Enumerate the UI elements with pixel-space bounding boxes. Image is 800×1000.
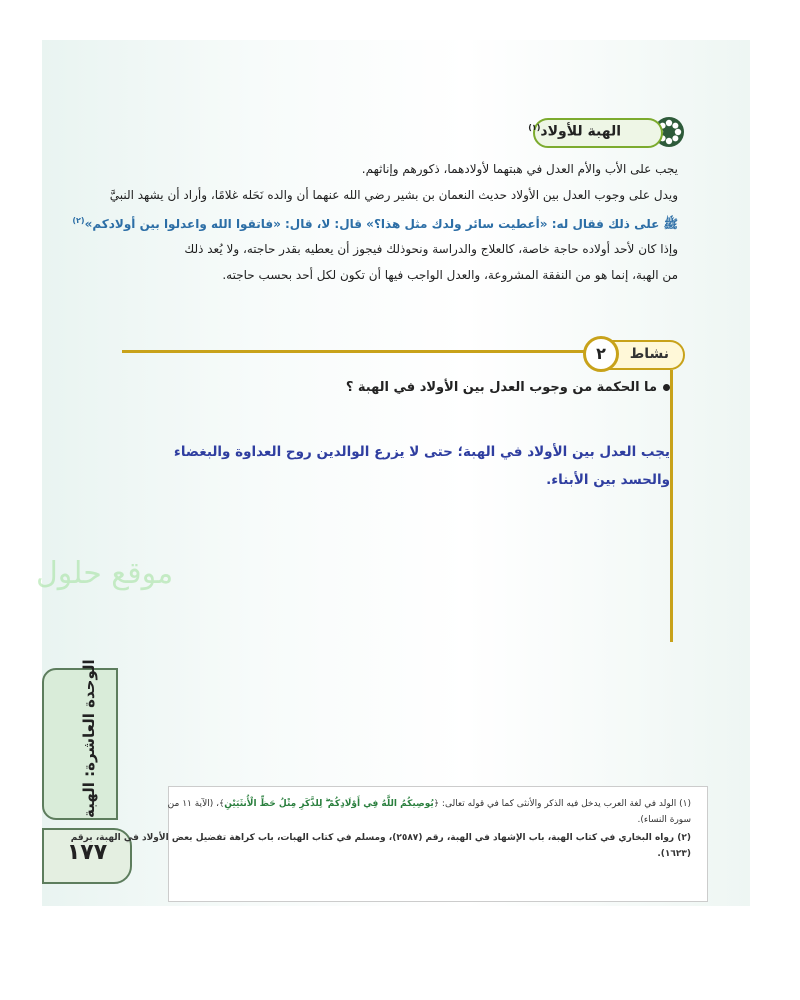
answer-line-2: والحسد بين الأبناء. [546, 472, 670, 488]
activity-label: نشاط [629, 346, 669, 362]
activity-question: ما الحكمة من وجوب العدل بين الأولاد في الهبة ؟ [346, 380, 670, 395]
body-line-3: ﷺ على ذلك فقال له: «أعطيت سائر ولدك مثل هذا؟» قال: لا، قال: «فاتقوا الله واعدلوا بين أولادكم»$^{(٢)}$ [72, 216, 678, 231]
answer-line-1: يجب العدل بين الأولاد في الهبة؛ حتى لا يزرع الوالدين روح العداوة والبغضاء [173, 444, 670, 460]
unit-side-tab-label: الوحدة العاشرة: الهبة [80, 659, 98, 818]
body-line-5: من الهبة، إنما هو من النفقة المشروعة، والعدل الواجب فيها أن تكون لكل أحد بحسب حاجته. [222, 268, 678, 282]
footnote-2-cont: (١٦٢٣). [657, 849, 691, 859]
page-number: ١٧٧ [66, 840, 108, 865]
hadith-text: ﷺ على ذلك فقال له: «أعطيت سائر ولدك مثل هذا؟» قال: لا، قال: «فاتقوا الله واعدلوا بين أولادكم» [84, 217, 678, 231]
body-line-1: يجب على الأب والأم العدل في هبتهما لأولادهما، ذكورهم وإناثهم. [361, 162, 678, 176]
section-title: الهبة للأولاد$^{(١)}$ [528, 123, 621, 140]
bullet-icon [663, 384, 670, 391]
activity-frame-top [122, 350, 600, 353]
activity-number: ٢ [583, 336, 619, 372]
body-line-2: ويدل على وجوب العدل بين الأولاد حديث النعمان بن بشير رضي الله عنهما أن والده نَحَله غلامًا، وأراد أن يشهد النبيَّ [109, 188, 678, 202]
quran-verse: يُوصِيكُمُ اللَّهُ فِي أَوْلَادِكُمْ ۖ لِلذَّكَرِ مِثْلُ حَظِّ الْأُنثَيَيْنِ [224, 799, 434, 809]
watermark: موقع حلول [36, 556, 174, 591]
footnote-1-cont: سورة النساء). [637, 815, 691, 825]
footnote-2: (٢) رواه البخاري في كتاب الهبة، باب الإشهاد في الهبة، رقم (٢٥٨٧)، ومسلم في كتاب الهبات، باب كراهة تفضيل بعض الأولاد في الهبة، برقم [70, 833, 691, 843]
unit-side-tab [42, 659, 118, 820]
section-title-pill [528, 118, 663, 148]
activity-badge [585, 340, 685, 370]
footnote-1: (١) الولد في لغة العرب يدخل فيه الذكر والأنثى كما في قوله تعالى: ﴿يُوصِيكُمُ اللَّهُ فِي أَوْلَادِكُمْ ۖ لِلذَّكَرِ مِثْلُ حَظِّ الْأُنثَيَيْنِ﴾، (الآية ١١ من [167, 799, 691, 809]
body-line-4: وإذا كان لأحد أولاده حاجة خاصة، كالعلاج والدراسة ونحوذلك فيجوز أن يعطيه بقدر حاجته، ولا يُعد ذلك [184, 242, 678, 256]
activity-frame-side [670, 370, 673, 642]
